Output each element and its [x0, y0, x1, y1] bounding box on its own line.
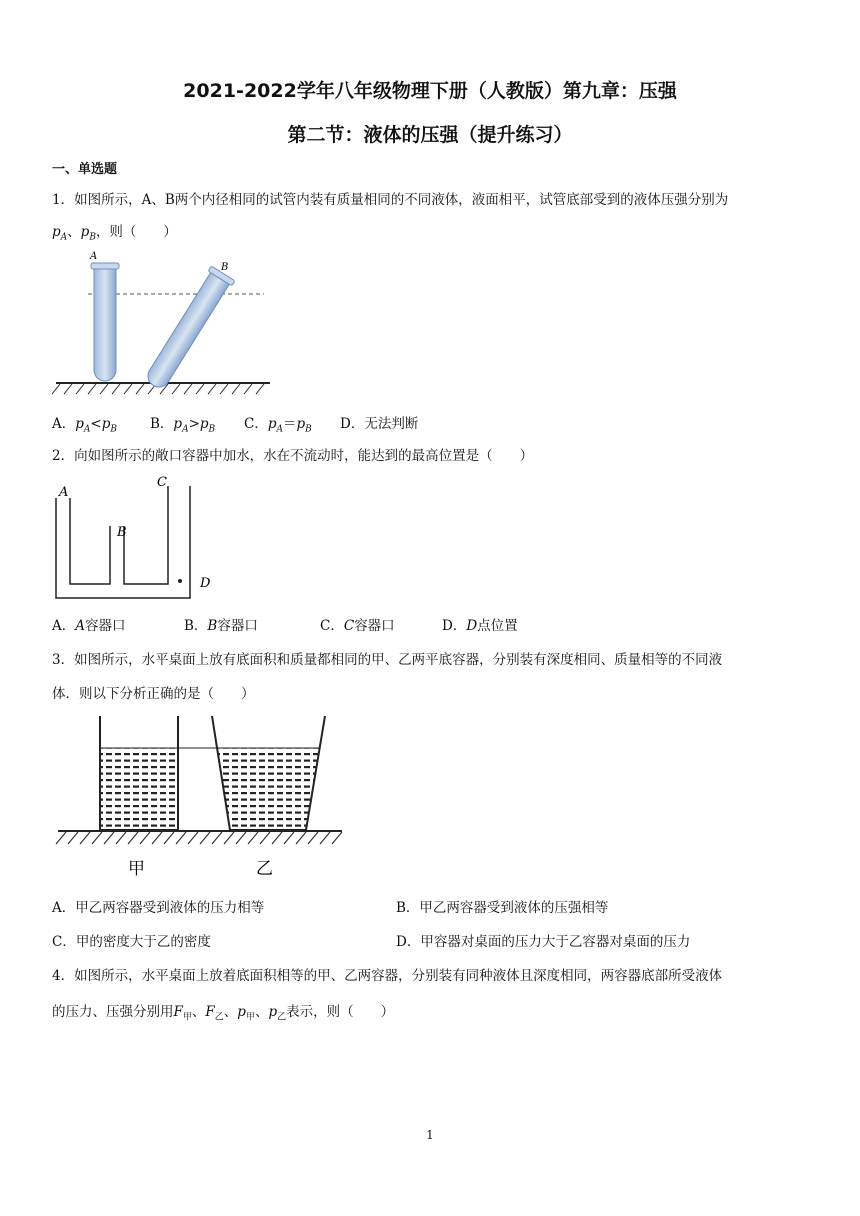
- q2-option-d[interactable]: D．D点位置: [442, 618, 518, 634]
- document-title: 2021-2022学年八年级物理下册（人教版）第九章：压强: [183, 80, 677, 102]
- q2-figure-container: [52, 470, 232, 602]
- q2-option-a[interactable]: A．A容器口: [52, 618, 126, 634]
- q1-figure-label-a: A: [90, 251, 98, 262]
- q3-option-a[interactable]: A．甲乙两容器受到液体的压力相等: [52, 900, 265, 916]
- q1-option-a[interactable]: A．$p_A<p_B$: [52, 416, 117, 435]
- q2-stem-line1: 2．向如图所示的敞口容器中加水，水在不流动时，能达到的最高位置是（ ）: [52, 448, 534, 464]
- q2-option-b[interactable]: B．B容器口: [184, 618, 258, 634]
- q3-figure-label-yi: 乙: [256, 859, 273, 879]
- q3-option-d[interactable]: D．甲容器对桌面的压力大于乙容器对桌面的压力: [396, 934, 691, 950]
- q3-option-c[interactable]: C．甲的密度大于乙的密度: [52, 934, 211, 950]
- section-heading: 一、单选题: [52, 162, 118, 177]
- page-number: 1: [426, 1128, 434, 1142]
- q2-option-c[interactable]: C．C容器口: [320, 618, 395, 634]
- q1-figure-test-tubes: [52, 248, 272, 398]
- q3-figure-containers: [52, 712, 352, 882]
- q2-figure-label-b: B: [117, 525, 127, 540]
- q1-option-c[interactable]: C．$p_A=p_B$: [244, 416, 312, 435]
- q2-figure-label-a: A: [59, 485, 69, 500]
- q1-figure-label-b: B: [221, 262, 229, 273]
- document-subtitle: 第二节：液体的压强（提升练习）: [287, 124, 573, 146]
- q1-option-d[interactable]: D．无法判断: [340, 416, 419, 432]
- q4-stem-line1: 4．如图所示，水平桌面上放着底面积相等的甲、乙两容器，分别装有同种液体且深度相同，两容器底部所受液体: [52, 968, 723, 984]
- q4-stem-line2: 的压力、压强分别用$F_甲$、$F_乙$、$p_甲$、$p_乙$表示，则（ ）: [52, 1004, 395, 1023]
- q1-stem-line2: $p_A$、$p_B$，则（ ）: [52, 224, 177, 243]
- q1-stem-line1: 1．如图所示，A、B两个内径相同的试管内装有质量相同的不同液体，液面相平，试管底部受到的液体压强分别为: [52, 192, 729, 208]
- q2-figure-label-c: C: [157, 475, 167, 490]
- q3-stem-line1: 3．如图所示，水平桌面上放有底面积和质量都相同的甲、乙两平底容器，分别装有深度相同、质量相等的不同液: [52, 652, 723, 668]
- q3-figure-label-jia: 甲: [128, 859, 145, 879]
- q3-stem-line2: 体．则以下分析正确的是（ ）: [52, 686, 255, 702]
- q3-option-b[interactable]: B．甲乙两容器受到液体的压强相等: [396, 900, 609, 916]
- q1-option-b[interactable]: B．$p_A>p_B$: [150, 416, 216, 435]
- q2-figure-label-d: D: [200, 576, 211, 591]
